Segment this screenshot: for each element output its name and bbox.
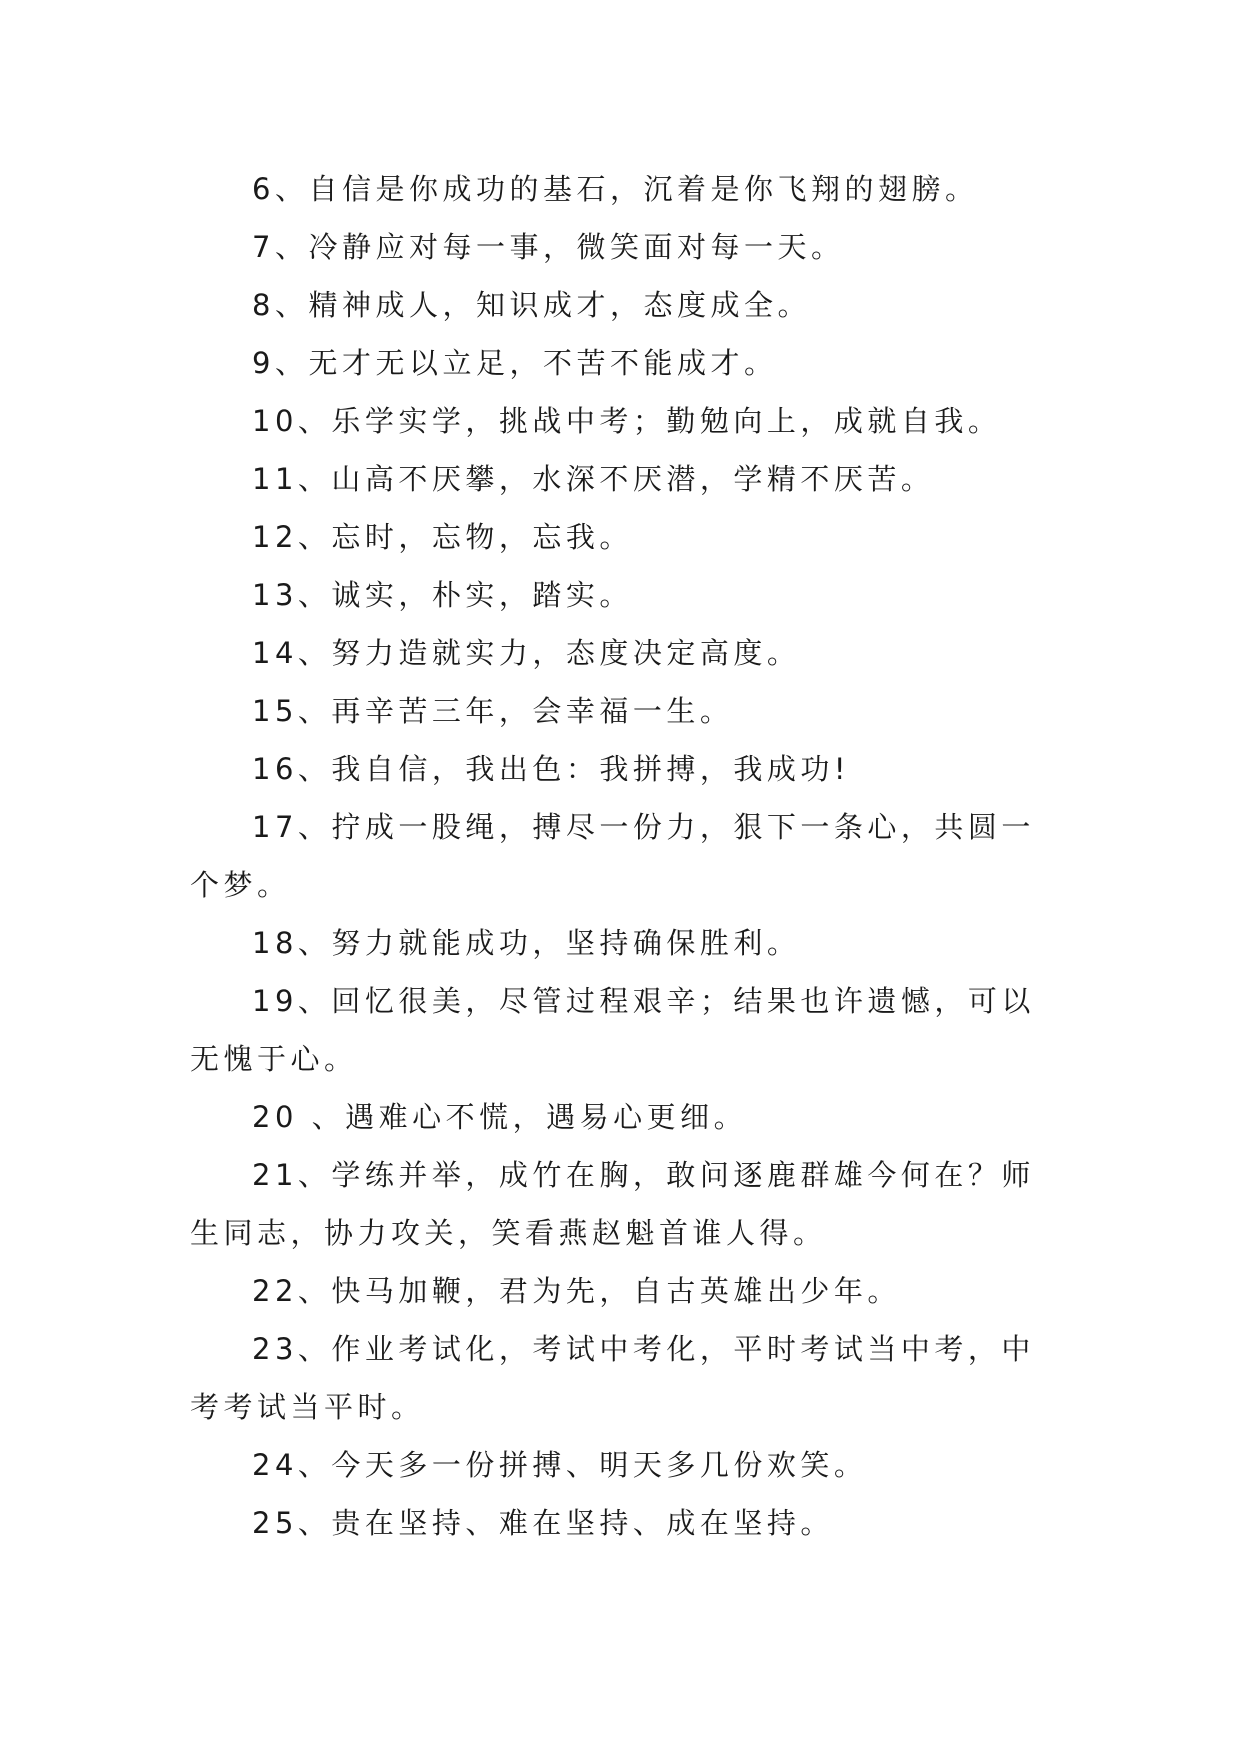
paragraph-6: 6、自信是你成功的基石，沉着是你飞翔的翅膀。 (252, 172, 979, 206)
paragraph-22: 22、快马加鞭，君为先，自古英雄出少年。 (252, 1274, 901, 1308)
paragraph-18: 18、努力就能成功，坚持确保胜利。 (252, 926, 801, 960)
paragraph-14: 14、努力造就实力，态度决定高度。 (252, 636, 801, 670)
paragraph-21: 21、学练并举，成竹在胸，敢问逐鹿群雄今何在？师生同志，协力攻关，笑看燕赵魁首谁人得。 (190, 1158, 1035, 1250)
paragraph-11: 11、山高不厌攀，水深不厌潜，学精不厌苦。 (252, 462, 935, 496)
paragraph-24: 24、今天多一份拼搏、明天多几份欢笑。 (252, 1448, 868, 1482)
paragraph-9: 9、无才无以立足，不苦不能成才。 (252, 346, 778, 380)
paragraph-23: 23、作业考试化，考试中考化，平时考试当中考，中考考试当平时。 (190, 1332, 1035, 1424)
paragraph-8: 8、精神成人，知识成才，态度成全。 (252, 288, 811, 322)
paragraph-17: 17、拧成一股绳，搏尽一份力，狠下一条心，共圆一个梦。 (190, 810, 1035, 902)
paragraph-20: 20 、遇难心不慌，遇易心更细。 (252, 1100, 748, 1134)
paragraph-12: 12、忘时，忘物，忘我。 (252, 520, 633, 554)
paragraph-25: 25、贵在坚持、难在坚持、成在坚持。 (252, 1506, 834, 1540)
paragraph-19: 19、回忆很美，尽管过程艰辛；结果也许遗憾，可以无愧于心。 (190, 984, 1035, 1076)
paragraph-13: 13、诚实，朴实，踏实。 (252, 578, 633, 612)
paragraph-16: 16、我自信，我出色：我拼搏，我成功! (252, 752, 851, 786)
paragraph-15: 15、再辛苦三年，会幸福一生。 (252, 694, 734, 728)
document-body (190, 160, 1050, 1552)
paragraph-7: 7、冷静应对每一事，微笑面对每一天。 (252, 230, 845, 264)
paragraph-10: 10、乐学实学，挑战中考；勤勉向上，成就自我。 (252, 404, 1002, 438)
